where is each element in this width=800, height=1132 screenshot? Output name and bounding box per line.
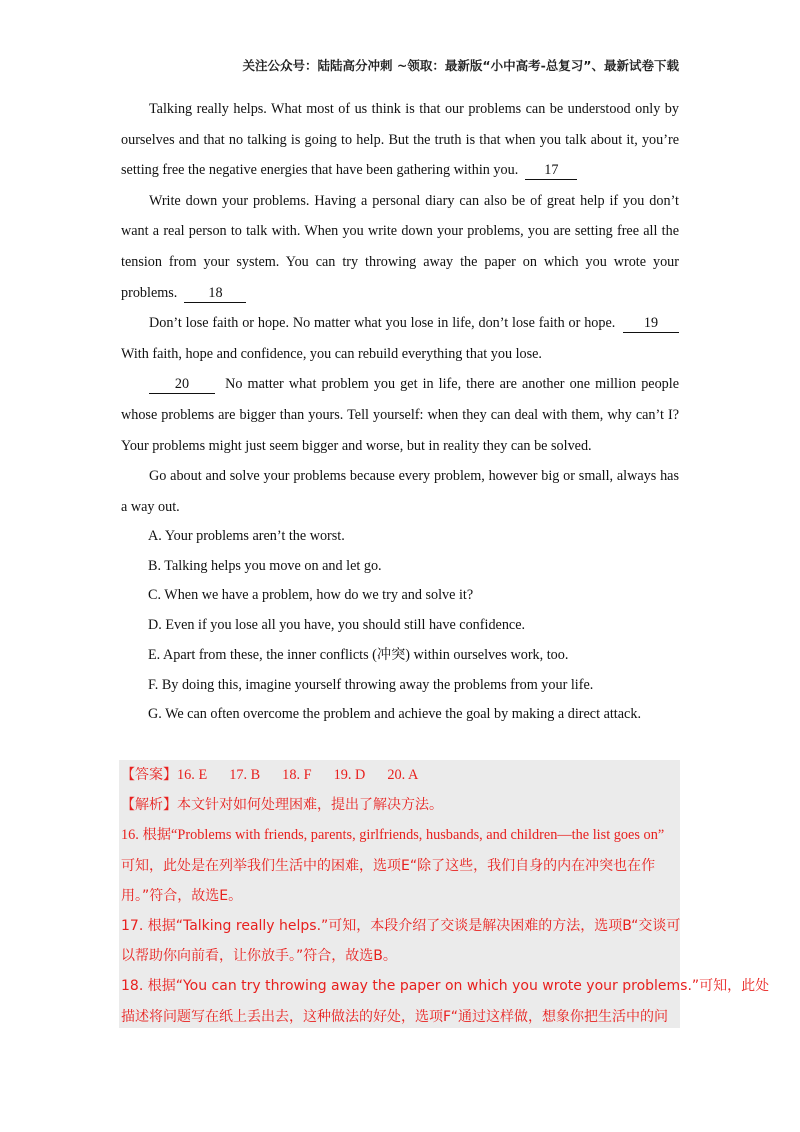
paragraph-text: With faith, hope and confidence, you can rebuild everything that you lose. (121, 345, 542, 362)
answer-17: 17. B (229, 767, 261, 783)
paragraph-text: Talking really helps. What most of us think is that our problems can be understood only by ourselves and that no talking is going to help. But the truth is that when you talk about it, you’re setting free the negative energies that have been gathering within you. (121, 101, 679, 179)
answer-line (121, 760, 678, 790)
answer-18: 18. F (282, 767, 312, 783)
analysis-line: 【解析】本文针对如何处理困难，提出了解决方法。 (121, 797, 443, 814)
answer-19: 19. D (333, 767, 366, 783)
page-header: 关注公众号：陆陆高分冲刺 ~领取：最新版“小中高考-总复习”、最新试卷下载 (242, 58, 679, 73)
paragraph-text: Go about and solve your problems because every problem, however big or small, always has a way out. (121, 468, 679, 515)
paragraph-text: No matter what problem you get in life, there are another one million people whose problems are bigger than yours. Tell yourself: when they can deal with them, why can’t I? Your problems might just seem bigger and worse, but in reality they can be solved. (121, 376, 680, 454)
paragraph-text: Don’t lose faith or hope. No matter what you lose in life, don’t lose faith or hope. (149, 315, 616, 332)
answer-16: 16. E (177, 767, 208, 783)
answer-label: 【答案】 (121, 767, 177, 783)
paragraph-write-down (121, 186, 679, 308)
explanation-18-line2: 描述将问题写在纸上丢出去，这种做法的好处，选项F“通过这样做，想象你把生活中的问 (121, 1008, 668, 1025)
explanation-18-line1: 18. 根据“You can try throwing away the paper on which you wrote your problems.”可知，此处 (121, 978, 770, 995)
passage (121, 94, 679, 522)
explanation-17-line1: 17. 根据“Talking really helps.”可知，本段介绍了交谈是解决困难的方法，选项B“交谈可 (121, 918, 681, 935)
paragraph-text: Write down your problems. Having a personal diary can also be of great help if you don’t want a real person to talk with. When you write down your problems, you are setting free all the tension from your system. You can try throwing away the paper on which you wrote your problems. (121, 192, 679, 301)
answer-20: 20. A (387, 767, 419, 783)
paragraph-talking (121, 94, 679, 186)
option-g: G. We can often overcome the problem and achieve the goal by making a direct attack. (148, 706, 641, 723)
option-d: D. Even if you lose all you have, you should still have confidence. (148, 617, 526, 634)
blank-17: 17 (525, 161, 577, 180)
option-b: B. Talking helps you move on and let go. (148, 557, 382, 574)
option-f: F. By doing this, imagine yourself throwing away the problems from your life. (148, 676, 594, 693)
explanation-17-line2: 以帮助你向前看，让你放手。”符合，故选B。 (121, 948, 397, 965)
blank-20: 20 (149, 375, 215, 394)
explanation-16-line1: 16. 根据“Problems with friends, parents, girlfriends, husbands, and children—the list goes on” (121, 827, 665, 844)
explanation-16-line3: 用。”符合，故选E。 (121, 887, 243, 904)
paragraph-solve (121, 461, 679, 522)
answer-section (119, 760, 770, 1028)
explanation-16-line2: 可知，此处是在列举我们生活中的困难，选项E“除了这些，我们自身的内在冲突也在作 (121, 857, 656, 874)
option-a: A. Your problems aren’t the worst. (148, 528, 345, 544)
paragraph-not-worst (121, 369, 679, 461)
option-e: E. Apart from these, the inner conflicts (冲突) within ourselves work, too. (148, 646, 569, 663)
blank-18: 18 (184, 284, 246, 303)
blank-19: 19 (623, 314, 679, 333)
options-list (148, 522, 688, 730)
option-c: C. When we have a problem, how do we try and solve it? (148, 587, 474, 604)
paragraph-faith (121, 308, 679, 369)
